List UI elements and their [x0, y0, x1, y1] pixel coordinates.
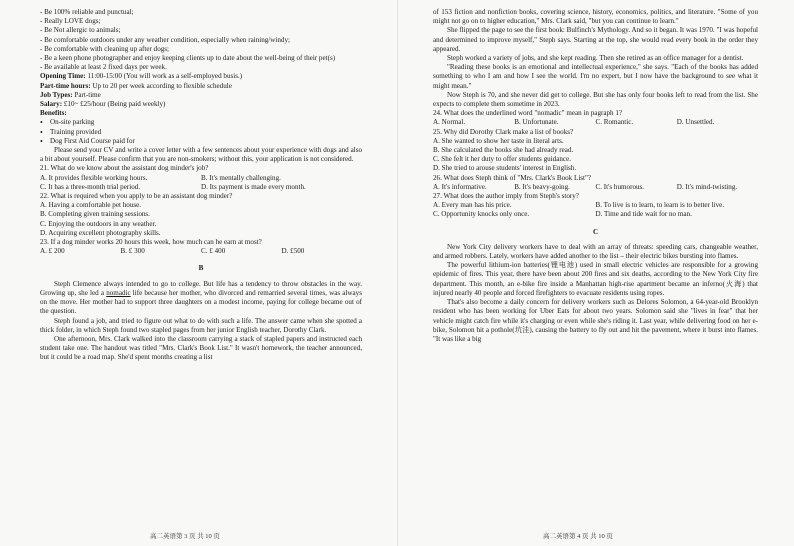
- option: C. She felt it her duty to offer students guidance.: [433, 155, 571, 164]
- left-column: [40, 8, 362, 363]
- requirement-item: - Be available at least 2 fixed days per week.: [40, 63, 167, 72]
- option: B. Completing given training sessions.: [40, 210, 150, 219]
- question-26-options: [433, 183, 758, 192]
- option: D. Acquiring excellent photography skills.: [40, 228, 161, 237]
- option: D. Time and tide wait for no man.: [595, 210, 692, 219]
- question-21-options: [40, 174, 362, 192]
- option: A. She wanted to show her taste in literal arts.: [433, 136, 564, 145]
- option: A. It's informative.: [433, 182, 487, 191]
- question-22: 22. What is required when you apply to be an assistant dog minder?: [40, 192, 233, 201]
- passage-b-paragraph: She flipped the page to see the first book: Bulfinch's Mythology. And so it began. It was 1970. "I was hopeful and determined to improve myself," Steph says. Starting at the top, she would read every book in the order they appeared.: [433, 26, 758, 53]
- passage-b-paragraph: Steph worked a variety of jobs, and she kept reading. Then she retired as an office manager for a dentist.: [447, 54, 744, 63]
- right-column: [433, 8, 758, 344]
- underlined-word: nomadic: [106, 288, 131, 297]
- passage-c-paragraph: The powerful lithium-ion batteries(锂电池) used in small electric vehicles are responsible for a growing epidemic of fires. This year, there have been about 200 fires and six deaths, according to the New York City fire department. This month, an e-bike fire inside a Manhattan high-rise apartment became an inferno(火海) that injured nearly 40 people and forced firefighters to evacuate residents using ropes.: [433, 261, 758, 297]
- section-c-heading: C: [592, 227, 599, 236]
- opening-time: Opening Time: 11:00-15:00 (You will work as a self-employed busis.): [40, 72, 243, 81]
- requirement-item: - Really LOVE dogs;: [40, 17, 101, 26]
- benefit-item: • On-site parking: [40, 118, 362, 127]
- section-b-heading: B: [198, 264, 204, 273]
- passage-b-paragraph: Steph Clemence always intended to go to college. But life has a tendency to throw obstacles in the way. Growing up, she led a nomadic life because her mother, who divorced and remarried several times, was always on the move. Her mother had to support three daughters on a modest income, paying for college became out of the question.: [40, 279, 362, 316]
- option: D. It's mind-twisting.: [676, 182, 738, 191]
- option: A. Normal.: [433, 118, 466, 127]
- option: D. Its payment is made every month.: [201, 182, 306, 191]
- apply-instructions: Please send your CV and write a cover letter with a few sentences about your experience with dogs and also a bit about yourself. Please confirm that you are non-smokers; without this, your application is not considered.: [40, 146, 362, 164]
- passage-b-paragraph: Steph found a job, and tried to figure out what to do with such a life. The answer came when she spotted a thick folder, in which Steph found two stapled pages from her junior English teacher, Dorothy Clark.: [40, 316, 362, 334]
- parttime-hours: Part-time hours: Up to 20 per week according to flexible schedule: [40, 81, 232, 90]
- question-23-options: [40, 247, 362, 256]
- benefits-heading: Benefits:: [40, 109, 67, 118]
- option: B. Unfortunate.: [514, 118, 559, 127]
- option: C. Opportunity knocks only once.: [433, 210, 530, 219]
- question-24-options: [433, 118, 758, 127]
- option: D. £500: [281, 247, 305, 256]
- requirement-item: - Be a keen phone photographer and enjoy keeping clients up to date about the well-being of their pet(s): [40, 54, 336, 63]
- option: C. Romantic.: [595, 118, 634, 127]
- benefit-item: • Dog First Aid Course paid for: [40, 137, 362, 146]
- requirement-item: - Be comfortable with cleaning up after dogs;: [40, 44, 170, 53]
- option: C. Enjoying the outdoors in any weather.: [40, 219, 157, 228]
- question-21: 21. What do we know about the assistant dog minder's job?: [40, 164, 209, 173]
- passage-b-paragraph: of 153 fiction and nonfiction books, covering science, history, economics, politics, and literature. "Some of you might not go on to higher education," Mrs. Clark said, "but you can continue to learn.": [433, 8, 758, 26]
- page-footer: 高二英语第 4 页 共 10 页: [543, 532, 613, 540]
- benefit-item: • Training provided: [40, 128, 362, 137]
- passage-c-paragraph: That's also become a daily concern for delivery workers such as Delores Solomon, a 64-year-old Brooklyn resident who has been working for Uber Eats for about two years. Solomon said she "lives in fear" that her vehicle might catch fire while it's charging or even while she's riding it. Last year, while delivering food on her e-bike, Solomon hit a pothole(坑洼), causing the battery to fly out and hit the pavement, where it burst into flames. "It was like a big: [433, 298, 758, 343]
- question-27-options: [433, 201, 758, 219]
- question-27: 27. What does the author imply from Steph's story?: [433, 192, 579, 201]
- option: B. To live is to learn, to learn is to better live.: [595, 201, 725, 210]
- question-26: 26. What does Steph think of "Mrs. Clark's Book List"?: [433, 173, 592, 182]
- option: A. £ 200: [40, 247, 65, 256]
- passage-b-paragraph: Now Steph is 70, and she never did get to college. But she has only four books left to read from the list. She expects to complete them sometime in 2023.: [433, 90, 758, 109]
- option: A. Every man has his price.: [433, 201, 512, 210]
- job-types: Job Types: Part-time: [40, 90, 101, 99]
- option: D. She tried to arouse students' interest in English.: [433, 164, 577, 173]
- question-25: 25. Why did Dorothy Clark make a list of books?: [433, 127, 574, 136]
- salary: Salary: £10~ £25/hour (Being paid weekly): [40, 100, 166, 109]
- right-page: [397, 0, 794, 546]
- question-23: 23. If a dog minder works 20 hours this week, how much can he earn at most?: [40, 238, 262, 247]
- option: D. Unsettled.: [676, 118, 715, 127]
- option: B. It's mentally challenging.: [201, 173, 281, 182]
- option: C. £ 400: [201, 247, 226, 256]
- option: B. It's heavy-going.: [514, 182, 570, 191]
- option: A. Having a comfortable pet house.: [40, 201, 142, 210]
- passage-b-paragraph: "Reading these books is an emotional and intellectual experience," she says. "Each of the books has added something to who I am and how I see the world. I'm no expert, but I now have the background to see what it might mean.": [433, 63, 758, 90]
- requirement-item: - Be 100% reliable and punctual;: [40, 8, 134, 16]
- option: A. It provides flexible working hours.: [40, 173, 148, 182]
- option: B. £ 300: [120, 247, 145, 256]
- requirements-list: [40, 8, 362, 72]
- requirement-item: - Be Not allergic to animals;: [40, 26, 121, 35]
- option: B. She calculated the books she had already read.: [433, 146, 574, 155]
- option: C. It's humorous.: [595, 182, 645, 191]
- requirement-item: - Be comfortable outdoors under any weather condition, especially when raining/windy;: [40, 35, 290, 44]
- page-footer: 高二英语第 3 页 共 10 页: [150, 532, 220, 540]
- passage-c-paragraph: New York City delivery workers have to deal with an array of threats: speeding cars, changeable weather, and armed robbers. Lately, workers have added another to the list – their electric bikes bursting into flames.: [433, 242, 758, 261]
- question-24: 24. What does the underlined word "nomadic" mean in pagraph 1?: [433, 109, 623, 118]
- passage-b-paragraph: One afternoon, Mrs. Clark walked into the classroom carrying a stack of stapled papers and instructed each student take one. The handout was titled "Mrs. Clark's Book List." It wasn't homework, the teacher announced, but it could be a road map. She'd spent months creating a list: [40, 334, 362, 362]
- option: C. It has a three-month trial period.: [40, 182, 141, 191]
